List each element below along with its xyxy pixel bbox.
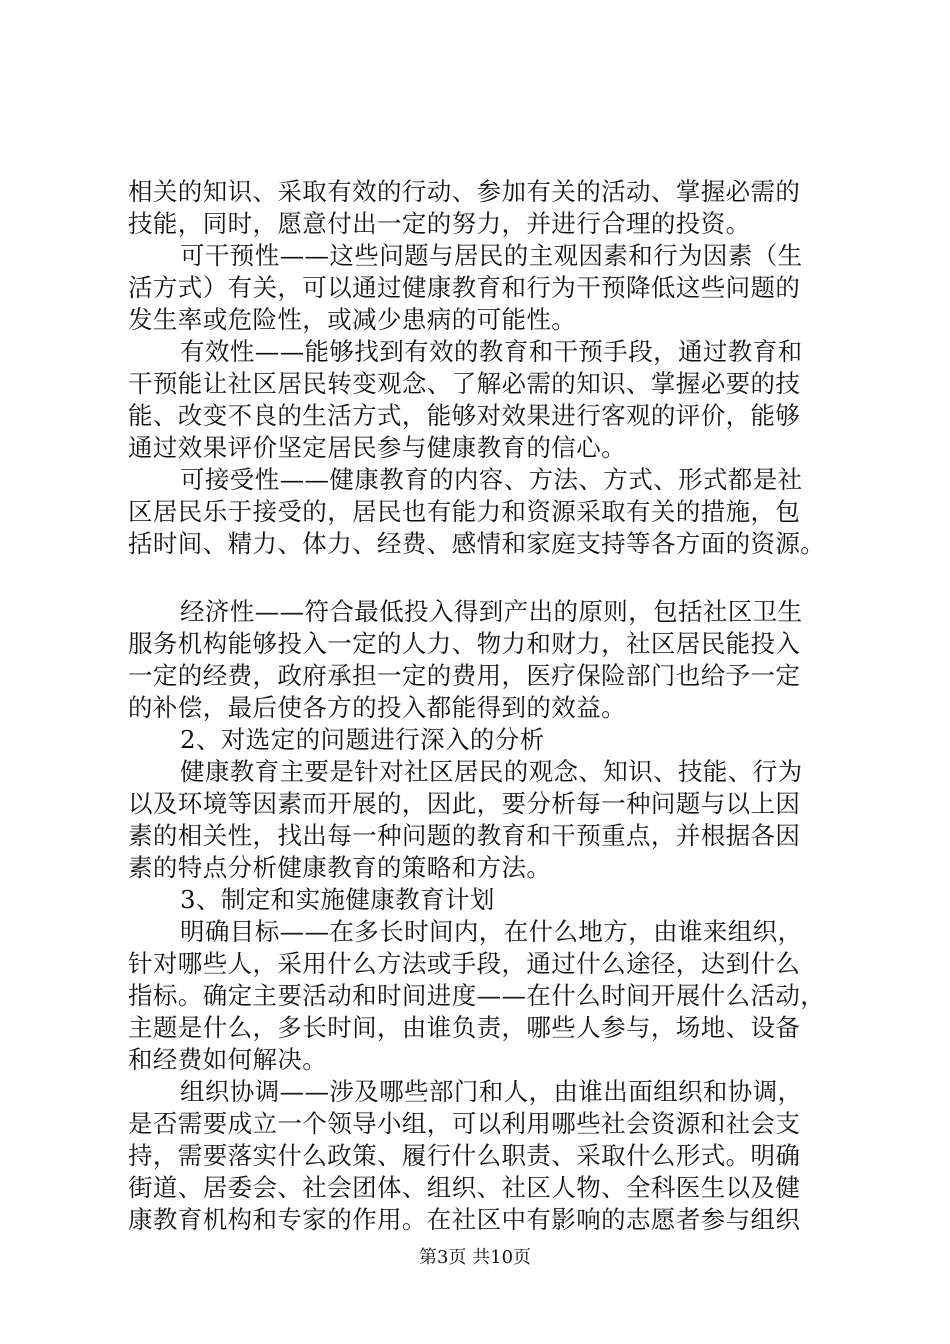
text-line: 一定的经费，政府承担一定的费用，医疗保险部门也给予一定	[128, 661, 801, 690]
section-heading: 2、对选定的问题进行深入的分析	[180, 725, 545, 754]
text-line: 干预能让社区居民转变观念、了解必需的知识、掌握必要的技	[128, 369, 801, 398]
paragraph-start: 明确目标——在多长时间内，在什么地方，由谁来组织，	[180, 917, 803, 946]
paragraph-start: 可干预性——这些问题与居民的主观因素和行为因素（生	[180, 241, 803, 270]
paragraph-start: 健康教育主要是针对社区居民的观念、知识、技能、行为	[180, 757, 803, 786]
paragraph-start: 组织协调——涉及哪些部门和人，由谁出面组织和协调，	[180, 1077, 803, 1106]
text-line: 括时间、精力、体力、经费、感情和家庭支持等各方面的资源。	[128, 529, 826, 558]
paragraph-start: 可接受性——健康教育的内容、方法、方式、形式都是社	[180, 465, 803, 494]
text-line: 主题是什么，多长时间，由谁负责，哪些人参与，场地、设备	[128, 1013, 801, 1042]
text-line: 技能，同时，愿意付出一定的努力，并进行合理的投资。	[128, 209, 751, 238]
text-line: 素的相关性，找出每一种问题的教育和干预重点，并根据各因	[128, 821, 801, 850]
text-line: 针对哪些人，采用什么方法或手段，通过什么途径，达到什么	[128, 949, 801, 978]
paragraph-gap	[128, 560, 838, 596]
text-line: 活方式）有关，可以通过健康教育和行为干预降低这些问题的	[128, 273, 801, 302]
text-line: 持，需要落实什么政策、履行什么职责、采取什么形式。明确	[128, 1141, 801, 1170]
paragraph-start: 有效性——能够找到有效的教育和干预手段，通过教育和	[180, 337, 803, 366]
section-heading: 3、制定和实施健康教育计划	[180, 885, 495, 914]
text-line: 服务机构能够投入一定的人力、物力和财力，社区居民能投入	[128, 629, 801, 658]
text-line: 指标。确定主要活动和时间进度——在什么时间开展什么活动，	[128, 981, 826, 1010]
text-line: 发生率或危险性，或减少患病的可能性。	[128, 305, 577, 334]
paragraph-start: 经济性——符合最低投入得到产出的原则，包括社区卫生	[180, 597, 803, 626]
text-line: 以及环境等因素而开展的，因此，要分析每一种问题与以上因	[128, 789, 801, 818]
text-line: 区居民乐于接受的，居民也有能力和资源采取有关的措施，包	[128, 497, 801, 526]
text-line: 通过效果评价坚定居民参与健康教育的信心。	[128, 433, 626, 462]
text-line: 相关的知识、采取有效的行动、参加有关的活动、掌握必需的	[128, 177, 801, 206]
text-line: 能、改变不良的生活方式，能够对效果进行客观的评价，能够	[128, 401, 801, 430]
text-line: 素的特点分析健康教育的策略和方法。	[128, 853, 552, 882]
text-line: 康教育机构和专家的作用。在社区中有影响的志愿者参与组织	[128, 1205, 801, 1234]
text-line: 的补偿，最后使各方的投入都能得到的效益。	[128, 693, 626, 722]
text-line: 和经费如何解决。	[128, 1045, 328, 1074]
page-footer: 第3页 共10页	[418, 1247, 532, 1268]
text-line: 是否需要成立一个领导小组，可以利用哪些社会资源和社会支	[128, 1109, 801, 1138]
text-line: 街道、居委会、社会团体、组织、社区人物、全科医生以及健	[128, 1173, 801, 1202]
document-body	[128, 176, 838, 1236]
